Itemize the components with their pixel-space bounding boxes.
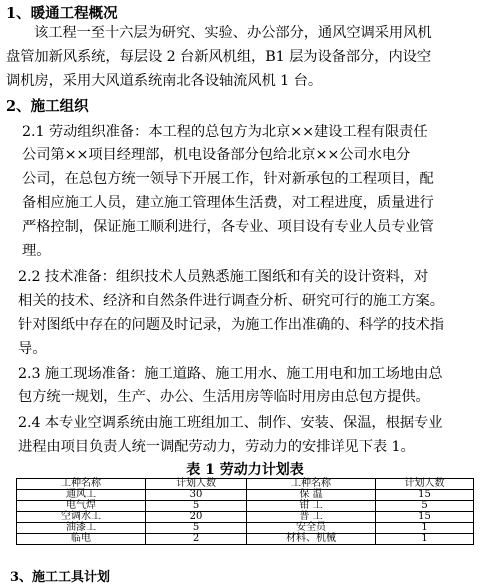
header-cell: 工种名称 — [17, 479, 146, 490]
table-cell: 油漆工 — [17, 523, 146, 534]
table-row — [17, 490, 474, 501]
section-3-title-partial: 3、施工工具计划 — [10, 570, 111, 585]
table-cell: 2 — [146, 534, 247, 545]
table-row — [17, 534, 474, 545]
table-cell: 15 — [376, 490, 474, 501]
para-2-2-line: 相关的技术、经济和自然条件进行调查分析、研究可行的施工方案。 — [18, 293, 444, 309]
para-2-2-line: 导。 — [18, 341, 47, 357]
header-cell: 计划人数 — [146, 479, 247, 490]
section-1-line: 调机房，采用大风道系统南北各设轴流风机 1 台。 — [6, 73, 323, 89]
table-row — [17, 501, 474, 512]
para-2-4-line: 进程由项目负责人统一调配劳动力，劳动力的安排详见下表 1。 — [18, 439, 415, 455]
table-cell: 15 — [376, 512, 474, 523]
table-cell: 20 — [146, 512, 247, 523]
section-1-line: 该工程一至十六层为研究、实验、办公部分，通风空调采用风机 — [34, 25, 432, 41]
para-2-1-line: 理。 — [22, 243, 51, 259]
table-caption: 表 1 劳动力计划表 — [186, 462, 304, 478]
header-cell: 计划人数 — [376, 479, 474, 490]
para-2-3-line: 2.3 施工现场准备：施工道路、施工用水、施工用电和加工场地由总 — [18, 366, 443, 382]
table-cell: 空调水工 — [17, 512, 146, 523]
table-row — [17, 512, 474, 523]
table-row — [17, 523, 474, 534]
table-cell: 5 — [146, 523, 247, 534]
table-cell: 通风工 — [17, 490, 146, 501]
table-cell: 5 — [376, 501, 474, 512]
para-2-1-line: 严格控制，保证施工顺利进行，各专业、项目设有专业人员专业管 — [22, 219, 434, 235]
section-1-title: 1、暖通工程概况 — [6, 5, 118, 22]
para-2-4-line: 2.4 本专业空调系统由施工班组加工、制作、安装、保温，根据专业 — [18, 415, 443, 431]
para-2-1-line: 公司第××项目经理部，机电设备部分包给北京××公司水电分 — [22, 147, 411, 163]
table-cell: 安全员 — [247, 523, 376, 534]
table-cell: 临电 — [17, 534, 146, 545]
para-2-2-line: 2.2 技术准备：组织技术人员熟悉施工图纸和有关的设计资料，对 — [18, 269, 429, 285]
para-2-1-line: 公司，在总包方统一领导下开展工作，针对新承包的工程项目，配 — [22, 171, 434, 187]
table-cell: 钳 工 — [247, 501, 376, 512]
table-header-row — [17, 479, 474, 490]
para-2-1-line: 备相应施工人员，建立施工管理体生活费，对工程进度，质量进行 — [22, 195, 434, 211]
table-cell: 1 — [376, 534, 474, 545]
section-1-line: 盘管加新风系统，每层设 2 台新风机组，B1 层为设备部分，内设空 — [6, 49, 432, 65]
table-cell: 30 — [146, 490, 247, 501]
table-cell: 5 — [146, 501, 247, 512]
labor-plan-table — [16, 478, 474, 545]
table-cell: 保 温 — [247, 490, 376, 501]
table-cell: 1 — [376, 523, 474, 534]
para-2-2-line: 针对图纸中存在的问题及时记录，为施工作出准确的、科学的技术指 — [18, 317, 444, 333]
header-cell: 工种名称 — [247, 479, 376, 490]
section-2-title: 2、施工组织 — [6, 98, 89, 115]
para-2-1-line: 2.1 劳动组织准备：本工程的总包方为北京××建设工程有限责任 — [22, 124, 428, 140]
table-cell: 普 工 — [247, 512, 376, 523]
table-cell: 材料、机械 — [247, 534, 376, 545]
table-cell: 电气焊 — [17, 501, 146, 512]
para-2-3-line: 包方统一规划，生产、办公、生活用房等临时用房由总包方提供。 — [18, 389, 430, 405]
